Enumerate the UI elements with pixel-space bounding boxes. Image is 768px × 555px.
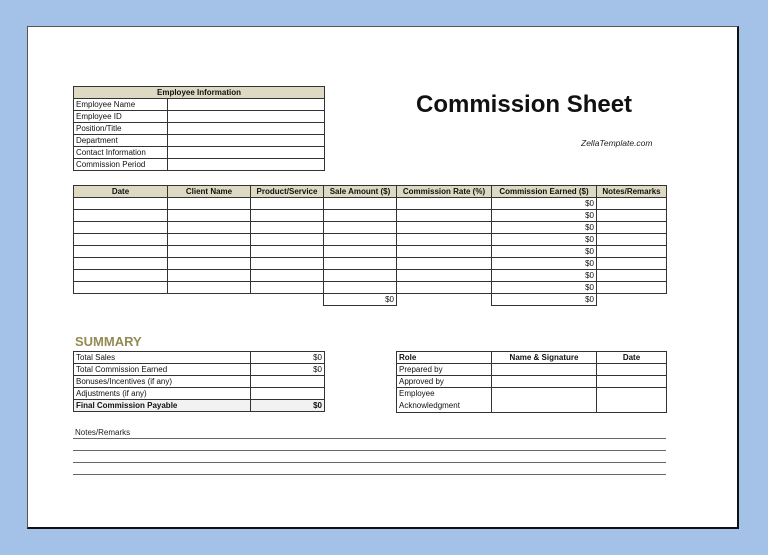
employee-acknowledgment-label — [397, 388, 492, 413]
sale-cell[interactable] — [324, 222, 397, 234]
table-row — [74, 258, 667, 270]
earned-cell: $0 — [492, 282, 597, 294]
adjustments-label: Adjustments (if any) — [74, 388, 251, 400]
col-commission-earned: Commission Earned ($) — [492, 186, 597, 198]
contact-info-field[interactable] — [168, 147, 325, 159]
approved-by-label: Approved by — [397, 376, 492, 388]
product-cell[interactable] — [251, 198, 324, 210]
product-cell[interactable] — [251, 222, 324, 234]
contact-info-label: Contact Information — [74, 147, 168, 159]
product-cell[interactable] — [251, 258, 324, 270]
col-client-name: Client Name — [168, 186, 251, 198]
notes-cell[interactable] — [597, 210, 667, 222]
employee-acknowledgment-date[interactable] — [597, 388, 667, 413]
summary-table — [73, 351, 325, 412]
notes-cell[interactable] — [597, 270, 667, 282]
totals-row — [74, 294, 667, 306]
earned-cell: $0 — [492, 222, 597, 234]
sale-cell[interactable] — [324, 198, 397, 210]
total-sales-label: Total Sales — [74, 352, 251, 364]
date-cell[interactable] — [74, 258, 168, 270]
summary-heading: SUMMARY — [75, 334, 142, 349]
col-name-signature: Name & Signature — [492, 352, 597, 364]
notes-line-2[interactable] — [73, 450, 666, 451]
date-cell[interactable] — [74, 234, 168, 246]
approved-by-signature[interactable] — [492, 376, 597, 388]
notes-line-4[interactable] — [73, 474, 666, 475]
product-cell[interactable] — [251, 246, 324, 258]
table-row — [74, 198, 667, 210]
total-commission-label: Total Commission Earned — [74, 364, 251, 376]
table-row — [74, 246, 667, 258]
rate-cell[interactable] — [397, 222, 492, 234]
sale-cell[interactable] — [324, 258, 397, 270]
table-row — [74, 210, 667, 222]
earned-cell: $0 — [492, 234, 597, 246]
department-field[interactable] — [168, 135, 325, 147]
earned-cell: $0 — [492, 198, 597, 210]
position-title-field[interactable] — [168, 123, 325, 135]
notes-label: Notes/Remarks — [75, 428, 131, 437]
earned-cell: $0 — [492, 246, 597, 258]
ack-label-line2: Acknowledgment — [399, 401, 460, 410]
rate-cell[interactable] — [397, 234, 492, 246]
employee-info-header: Employee Information — [74, 87, 325, 99]
approved-by-date[interactable] — [597, 376, 667, 388]
notes-line-3[interactable] — [73, 462, 666, 463]
client-cell[interactable] — [168, 198, 251, 210]
table-row — [74, 234, 667, 246]
notes-cell[interactable] — [597, 234, 667, 246]
rate-cell[interactable] — [397, 210, 492, 222]
final-commission-label: Final Commission Payable — [74, 400, 251, 412]
sale-cell[interactable] — [324, 234, 397, 246]
date-cell[interactable] — [74, 270, 168, 282]
prepared-by-label: Prepared by — [397, 364, 492, 376]
col-notes-remarks: Notes/Remarks — [597, 186, 667, 198]
date-cell[interactable] — [74, 222, 168, 234]
product-cell[interactable] — [251, 210, 324, 222]
commission-period-label: Commission Period — [74, 159, 168, 171]
prepared-by-signature[interactable] — [492, 364, 597, 376]
employee-info-table — [73, 86, 325, 171]
client-cell[interactable] — [168, 282, 251, 294]
rate-cell[interactable] — [397, 282, 492, 294]
bonuses-label: Bonuses/Incentives (if any) — [74, 376, 251, 388]
notes-line-1[interactable] — [73, 438, 666, 439]
total-sale-amount: $0 — [324, 294, 397, 306]
date-cell[interactable] — [74, 210, 168, 222]
website-label: ZellaTemplate.com — [581, 138, 653, 148]
rate-cell[interactable] — [397, 246, 492, 258]
bonuses-field[interactable] — [251, 376, 325, 388]
table-row — [74, 222, 667, 234]
employee-name-label: Employee Name — [74, 99, 168, 111]
product-cell[interactable] — [251, 234, 324, 246]
sale-cell[interactable] — [324, 270, 397, 282]
total-sales-value: $0 — [251, 352, 325, 364]
client-cell[interactable] — [168, 258, 251, 270]
sales-table — [73, 185, 667, 306]
earned-cell: $0 — [492, 270, 597, 282]
employee-id-field[interactable] — [168, 111, 325, 123]
ack-label-line1: Employee — [399, 389, 435, 398]
signatures-table — [396, 351, 667, 413]
page-title: Commission Sheet — [416, 91, 633, 118]
client-cell[interactable] — [168, 270, 251, 282]
notes-cell[interactable] — [597, 258, 667, 270]
employee-acknowledgment-signature[interactable] — [492, 388, 597, 413]
sale-cell[interactable] — [324, 210, 397, 222]
commission-period-field[interactable] — [168, 159, 325, 171]
notes-cell[interactable] — [597, 282, 667, 294]
product-cell[interactable] — [251, 270, 324, 282]
client-cell[interactable] — [168, 246, 251, 258]
notes-cell[interactable] — [597, 222, 667, 234]
sale-cell[interactable] — [324, 246, 397, 258]
col-commission-rate: Commission Rate (%) — [397, 186, 492, 198]
position-title-label: Position/Title — [74, 123, 168, 135]
col-sale-amount: Sale Amount ($) — [324, 186, 397, 198]
earned-cell: $0 — [492, 210, 597, 222]
col-role: Role — [397, 352, 492, 364]
rate-cell[interactable] — [397, 198, 492, 210]
adjustments-field[interactable] — [251, 388, 325, 400]
date-cell[interactable] — [74, 246, 168, 258]
sale-cell[interactable] — [324, 282, 397, 294]
notes-cell[interactable] — [597, 198, 667, 210]
commission-sheet-page — [27, 26, 739, 529]
department-label: Department — [74, 135, 168, 147]
product-cell[interactable] — [251, 282, 324, 294]
rate-cell[interactable] — [397, 270, 492, 282]
col-sign-date: Date — [597, 352, 667, 364]
total-commission-value: $0 — [251, 364, 325, 376]
sales-header-row — [74, 186, 667, 198]
col-date: Date — [74, 186, 168, 198]
date-cell[interactable] — [74, 198, 168, 210]
client-cell[interactable] — [168, 234, 251, 246]
prepared-by-date[interactable] — [597, 364, 667, 376]
final-commission-value: $0 — [251, 400, 325, 412]
earned-cell: $0 — [492, 258, 597, 270]
rate-cell[interactable] — [397, 258, 492, 270]
table-row — [74, 282, 667, 294]
notes-cell[interactable] — [597, 246, 667, 258]
client-cell[interactable] — [168, 222, 251, 234]
date-cell[interactable] — [74, 282, 168, 294]
table-row — [74, 270, 667, 282]
client-cell[interactable] — [168, 210, 251, 222]
total-commission-earned: $0 — [492, 294, 597, 306]
col-product-service: Product/Service — [251, 186, 324, 198]
employee-id-label: Employee ID — [74, 111, 168, 123]
employee-name-field[interactable] — [168, 99, 325, 111]
